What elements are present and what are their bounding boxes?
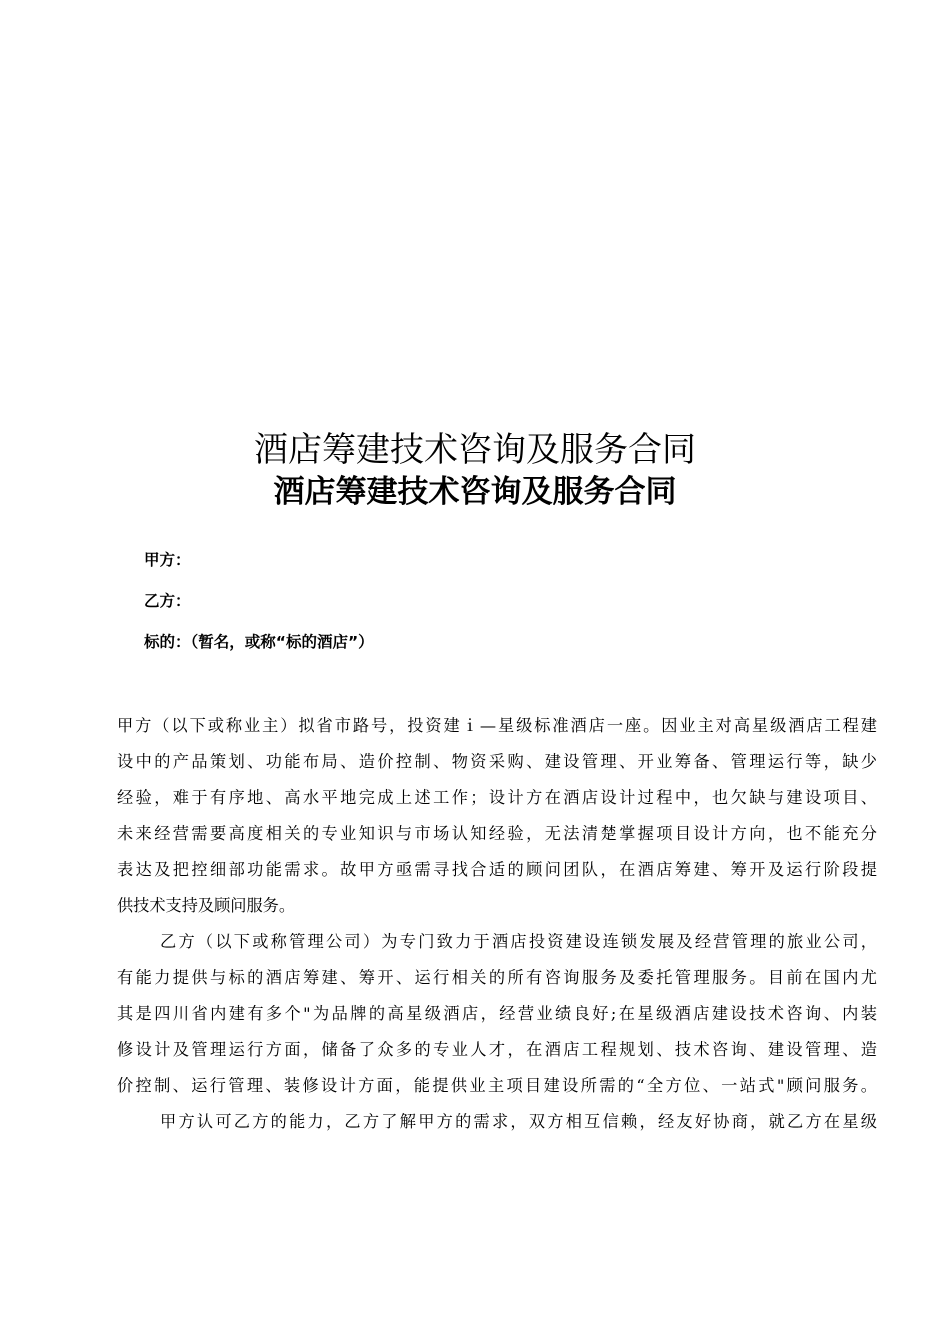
paragraph-line: 未来经营需要高度相关的专业知识与市场认知经验，无法清楚掌握项目设计方向，也不能充分: [117, 824, 877, 843]
paragraph-party-b: [117, 924, 877, 1104]
document-title-bold: 酒店筹建技术咨询及服务合同: [273, 474, 677, 510]
paragraph-line: 经验，难于有序地、高水平地完成上述工作；设计方在酒店设计过程中，也欠缺与建设项目、: [117, 788, 877, 807]
party-b-label: 乙方：: [144, 592, 191, 610]
paragraph-line: 表达及把控细部功能需求。故甲方亟需寻找合适的顾问团队，在酒店筹建、筹开及运行阶段提: [117, 860, 877, 879]
paragraph-line: 其是四川省内建有多个"为品牌的高星级酒店，经营业绩良好;在星级酒店建设技术咨询、内装: [117, 1004, 877, 1023]
paragraph-line: 供技术支持及顾问服务。: [117, 896, 296, 915]
paragraph-line: 甲方（以下或称业主）拟省市路号，投资建ｉ—星级标准酒店一座。因业主对高星级酒店工程建: [117, 716, 877, 735]
paragraph-line: 乙方（以下或称管理公司）为专门致力于酒店投资建设连锁发展及经营管理的旅业公司，: [160, 932, 877, 951]
document-title: 酒店筹建技术咨询及服务合同: [254, 430, 696, 470]
paragraph-line: 设中的产品策划、功能布局、造价控制、物资采购、建设管理、开业筹备、管理运行等，缺少: [117, 752, 877, 771]
paragraph-background: [117, 708, 877, 924]
contract-body: [117, 708, 877, 1140]
party-a-label: 甲方：: [144, 551, 191, 569]
paragraph-line: 价控制、运行管理、装修设计方面，能提供业主项目建设所需的“全方位、一站式"顾问服务。: [117, 1076, 877, 1095]
paragraph-line: 有能力提供与标的酒店筹建、筹开、运行相关的所有咨询服务及委托管理服务。目前在国内尤: [117, 968, 877, 987]
paragraph-line: 甲方认可乙方的能力，乙方了解甲方的需求，双方相互信赖，经友好协商，就乙方在星级: [160, 1112, 877, 1131]
paragraph-agreement: [117, 1104, 877, 1140]
paragraph-line: 修设计及管理运行方面，储备了众多的专业人才，在酒店工程规划、技术咨询、建设管理、造: [117, 1040, 877, 1059]
subject-label: 标的：（暂名，或称“标的酒店”）: [144, 633, 374, 651]
